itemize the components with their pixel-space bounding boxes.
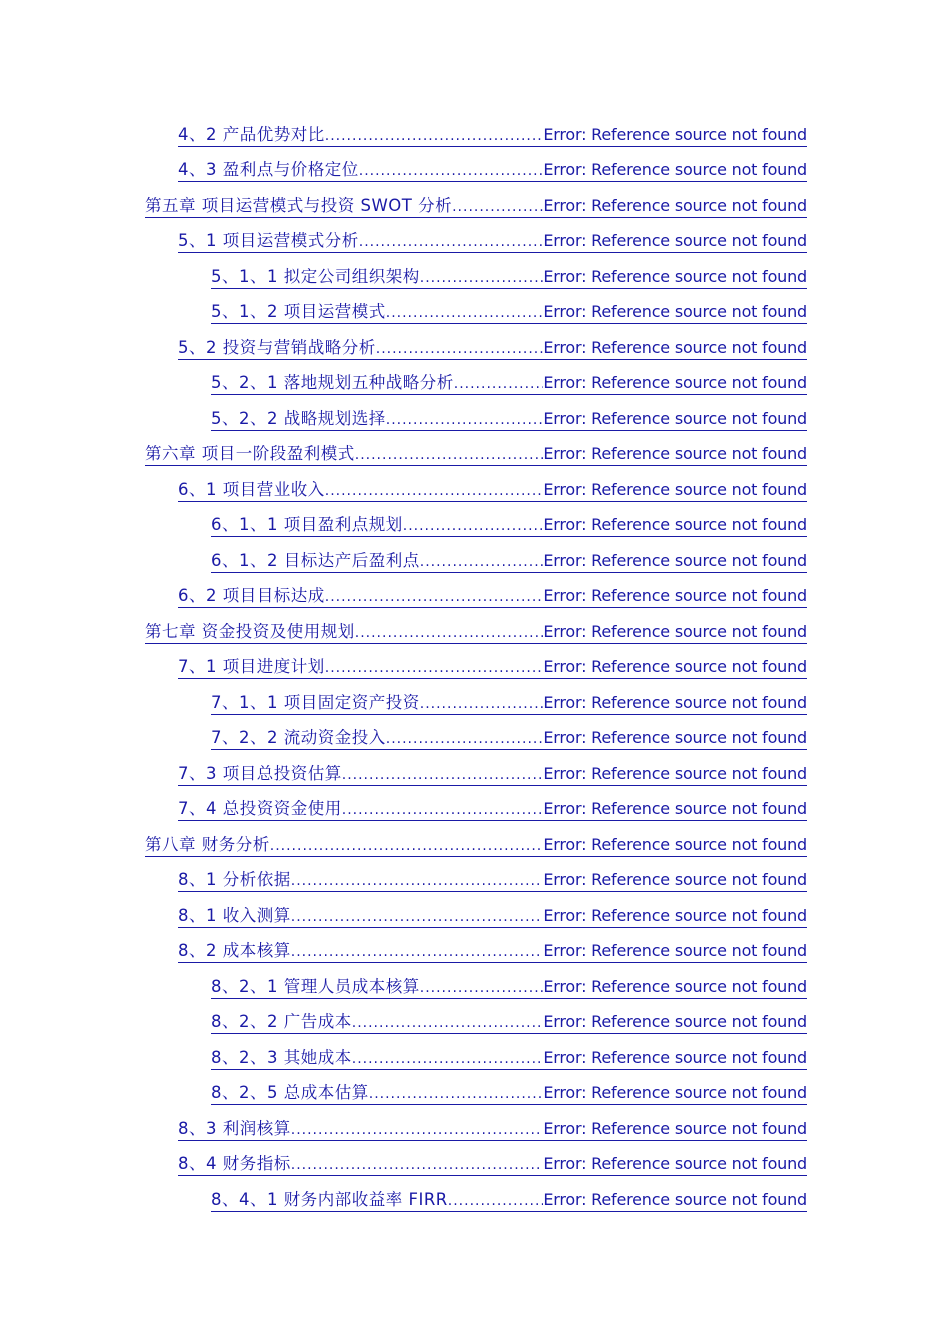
toc-entry[interactable] bbox=[0, 721, 950, 757]
toc-entry-line bbox=[178, 941, 807, 963]
toc-entry-title: 4、3 盈利点与价格定位 bbox=[178, 160, 359, 179]
toc-dot-leader bbox=[420, 979, 544, 998]
toc-entry-line bbox=[178, 125, 807, 147]
toc-entry[interactable] bbox=[0, 685, 950, 721]
toc-entry-title: 6、1 项目营业收入 bbox=[178, 479, 325, 499]
toc-entry[interactable] bbox=[0, 188, 950, 224]
toc-dot-leader bbox=[359, 233, 544, 252]
toc-dot-leader bbox=[386, 411, 544, 430]
toc-entry[interactable] bbox=[0, 969, 950, 1005]
toc-entry[interactable] bbox=[0, 153, 950, 189]
toc-entry-title: 8、2、5 总成本估算 bbox=[211, 1083, 369, 1102]
toc-page-reference: Error: Reference source not found bbox=[543, 763, 807, 783]
toc-entry[interactable] bbox=[0, 224, 950, 260]
toc-dot-leader bbox=[270, 837, 544, 856]
toc-dot-leader bbox=[454, 375, 544, 394]
toc-entry[interactable] bbox=[0, 295, 950, 331]
toc-entry-line bbox=[211, 551, 807, 573]
toc-dot-leader bbox=[325, 588, 544, 607]
toc-entry-line bbox=[211, 1012, 807, 1034]
toc-entry[interactable] bbox=[0, 650, 950, 686]
toc-entry-line bbox=[211, 728, 807, 750]
toc-dot-leader bbox=[325, 127, 544, 146]
toc-page-reference: Error: Reference source not found bbox=[543, 1083, 807, 1102]
toc-entry-title: 5、1、2 项目运营模式 bbox=[211, 302, 386, 321]
toc-entry[interactable] bbox=[0, 827, 950, 863]
toc-dot-leader bbox=[369, 1085, 544, 1104]
toc-entry-line bbox=[178, 586, 807, 608]
toc-dot-leader bbox=[355, 446, 544, 465]
toc-entry-title: 7、3 项目总投资估算 bbox=[178, 763, 342, 783]
toc-entry-line bbox=[211, 693, 807, 715]
toc-entry[interactable] bbox=[0, 756, 950, 792]
toc-entry[interactable] bbox=[0, 508, 950, 544]
toc-entry-title: 8、2、3 其她成本 bbox=[211, 1047, 352, 1067]
toc-entry[interactable] bbox=[0, 1005, 950, 1041]
toc-entry-title: 第八章 财务分析 bbox=[145, 834, 270, 854]
toc-page-reference: Error: Reference source not found bbox=[543, 657, 807, 676]
toc-entry-title: 8、4 财务指标 bbox=[178, 1154, 291, 1173]
toc-entry-title: 6、1、2 目标达产后盈利点 bbox=[211, 550, 420, 570]
toc-entry[interactable] bbox=[0, 1076, 950, 1112]
toc-entry-line bbox=[211, 409, 807, 431]
toc-page-reference: Error: Reference source not found bbox=[543, 1012, 807, 1031]
toc-entry-title: 第六章 项目一阶段盈利模式 bbox=[145, 444, 355, 463]
toc-entry[interactable] bbox=[0, 259, 950, 295]
toc-page-reference: Error: Reference source not found bbox=[543, 444, 807, 463]
toc-page-reference: Error: Reference source not found bbox=[543, 1189, 807, 1209]
toc-dot-leader bbox=[386, 730, 544, 749]
toc-page-reference: Error: Reference source not found bbox=[543, 799, 807, 818]
toc-page-reference: Error: Reference source not found bbox=[543, 1047, 807, 1067]
toc-dot-leader bbox=[352, 1014, 544, 1033]
toc-entry-title: 8、1 收入测算 bbox=[178, 905, 291, 925]
toc-page-reference: Error: Reference source not found bbox=[543, 231, 807, 250]
toc-page-reference: Error: Reference source not found bbox=[543, 586, 807, 605]
toc-entry-title: 4、2 产品优势对比 bbox=[178, 124, 325, 144]
toc-page-reference: Error: Reference source not found bbox=[543, 550, 807, 570]
toc-entry-title: 8、2 成本核算 bbox=[178, 941, 291, 960]
toc-entry-line bbox=[211, 515, 807, 537]
toc-page-reference: Error: Reference source not found bbox=[543, 337, 807, 357]
toc-entry-title: 7、1 项目进度计划 bbox=[178, 657, 325, 676]
toc-entry-line bbox=[178, 1119, 807, 1141]
toc-page-reference: Error: Reference source not found bbox=[543, 1118, 807, 1138]
toc-entry-line bbox=[178, 870, 807, 892]
toc-page-reference: Error: Reference source not found bbox=[543, 941, 807, 960]
toc-page-reference: Error: Reference source not found bbox=[543, 515, 807, 534]
toc-page-reference: Error: Reference source not found bbox=[543, 124, 807, 144]
toc-entry-line bbox=[178, 231, 807, 253]
toc-entry-title: 7、2、2 流动资金投入 bbox=[211, 728, 386, 747]
toc-dot-leader bbox=[342, 766, 544, 785]
toc-page-reference: Error: Reference source not found bbox=[543, 266, 807, 286]
toc-dot-leader bbox=[342, 801, 544, 820]
toc-entry-title: 7、4 总投资资金使用 bbox=[178, 799, 342, 818]
toc-entry-title: 6、2 项目目标达成 bbox=[178, 586, 325, 605]
toc-entry[interactable] bbox=[0, 366, 950, 402]
toc-entry-line bbox=[178, 480, 807, 502]
toc-dot-leader bbox=[420, 269, 544, 288]
toc-entry-line bbox=[211, 977, 807, 999]
toc-entry-line bbox=[211, 267, 807, 289]
toc-dot-leader bbox=[291, 1121, 544, 1140]
toc-entry-title: 5、2 投资与营销战略分析 bbox=[178, 337, 376, 357]
toc-entry[interactable] bbox=[0, 437, 950, 473]
toc-page-reference: Error: Reference source not found bbox=[543, 302, 807, 321]
toc-dot-leader bbox=[452, 198, 543, 217]
toc-entry-title: 5、1、1 拟定公司组织架构 bbox=[211, 266, 420, 286]
toc-entry[interactable] bbox=[0, 401, 950, 437]
toc-page-reference: Error: Reference source not found bbox=[543, 728, 807, 747]
toc-entry-line bbox=[211, 1048, 807, 1070]
toc-entry[interactable] bbox=[0, 543, 950, 579]
toc-entry-line bbox=[178, 764, 807, 786]
toc-entry-title: 7、1、1 项目固定资产投资 bbox=[211, 692, 420, 712]
toc-entry[interactable] bbox=[0, 330, 950, 366]
toc-dot-leader bbox=[359, 162, 544, 181]
toc-entry[interactable] bbox=[0, 863, 950, 899]
table-of-contents bbox=[0, 117, 950, 1218]
toc-entry[interactable] bbox=[0, 1111, 950, 1147]
toc-dot-leader bbox=[420, 553, 544, 572]
toc-entry-title: 8、3 利润核算 bbox=[178, 1118, 291, 1138]
toc-dot-leader bbox=[355, 624, 544, 643]
toc-page-reference: Error: Reference source not found bbox=[543, 1154, 807, 1173]
toc-entry-line bbox=[178, 338, 807, 360]
toc-dot-leader bbox=[291, 943, 544, 962]
toc-entry-line bbox=[145, 835, 807, 857]
toc-entry[interactable] bbox=[0, 898, 950, 934]
toc-entry-line bbox=[211, 302, 807, 324]
toc-page-reference: Error: Reference source not found bbox=[543, 905, 807, 925]
toc-entry[interactable] bbox=[0, 579, 950, 615]
toc-dot-leader bbox=[291, 908, 544, 927]
toc-entry-title: 8、2、1 管理人员成本核算 bbox=[211, 976, 420, 996]
toc-page-reference: Error: Reference source not found bbox=[543, 479, 807, 499]
toc-entry-title: 5、2、1 落地规划五种战略分析 bbox=[211, 373, 454, 392]
toc-page-reference: Error: Reference source not found bbox=[543, 621, 807, 641]
toc-page-reference: Error: Reference source not found bbox=[543, 692, 807, 712]
toc-dot-leader bbox=[376, 340, 544, 359]
toc-entry-line bbox=[178, 799, 807, 821]
toc-dot-leader bbox=[403, 517, 544, 536]
toc-page-reference: Error: Reference source not found bbox=[543, 195, 807, 215]
toc-entry-line bbox=[145, 444, 807, 466]
toc-page-reference: Error: Reference source not found bbox=[543, 408, 807, 428]
toc-entry-title: 6、1、1 项目盈利点规划 bbox=[211, 515, 403, 534]
toc-page-reference: Error: Reference source not found bbox=[543, 834, 807, 854]
toc-page-reference: Error: Reference source not found bbox=[543, 373, 807, 392]
toc-entry[interactable] bbox=[0, 472, 950, 508]
toc-dot-leader bbox=[325, 659, 544, 678]
toc-entry[interactable] bbox=[0, 934, 950, 970]
toc-dot-leader bbox=[386, 304, 544, 323]
toc-entry-line bbox=[178, 1154, 807, 1176]
toc-entry-title: 8、2、2 广告成本 bbox=[211, 1012, 352, 1031]
toc-dot-leader bbox=[352, 1050, 544, 1069]
toc-entry-title: 8、4、1 财务内部收益率 FIRR bbox=[211, 1189, 448, 1209]
toc-entry-title: 5、1 项目运营模式分析 bbox=[178, 231, 359, 250]
toc-entry-line bbox=[178, 906, 807, 928]
toc-entry-title: 第七章 资金投资及使用规划 bbox=[145, 621, 355, 641]
toc-entry-line bbox=[145, 622, 807, 644]
toc-entry-title: 第五章 项目运营模式与投资 SWOT 分析 bbox=[145, 195, 453, 215]
toc-dot-leader bbox=[448, 1192, 544, 1211]
toc-entry-line bbox=[178, 657, 807, 679]
toc-dot-leader bbox=[420, 695, 544, 714]
toc-entry-title: 8、1 分析依据 bbox=[178, 870, 291, 889]
toc-entry-line bbox=[178, 160, 807, 182]
toc-entry[interactable] bbox=[0, 1040, 950, 1076]
toc-entry-line bbox=[211, 1083, 807, 1105]
toc-entry-line bbox=[211, 373, 807, 395]
toc-entry[interactable] bbox=[0, 792, 950, 828]
toc-dot-leader bbox=[325, 482, 544, 501]
toc-entry-title: 5、2、2 战略规划选择 bbox=[211, 408, 386, 428]
toc-page-reference: Error: Reference source not found bbox=[543, 160, 807, 179]
toc-entry[interactable] bbox=[0, 614, 950, 650]
toc-entry[interactable] bbox=[0, 117, 950, 153]
toc-page-reference: Error: Reference source not found bbox=[543, 870, 807, 889]
toc-entry-line bbox=[145, 196, 807, 218]
toc-dot-leader bbox=[291, 1156, 544, 1175]
toc-dot-leader bbox=[291, 872, 544, 891]
toc-entry[interactable] bbox=[0, 1182, 950, 1218]
toc-page-reference: Error: Reference source not found bbox=[543, 976, 807, 996]
toc-entry-line bbox=[211, 1190, 807, 1212]
toc-entry[interactable] bbox=[0, 1147, 950, 1183]
